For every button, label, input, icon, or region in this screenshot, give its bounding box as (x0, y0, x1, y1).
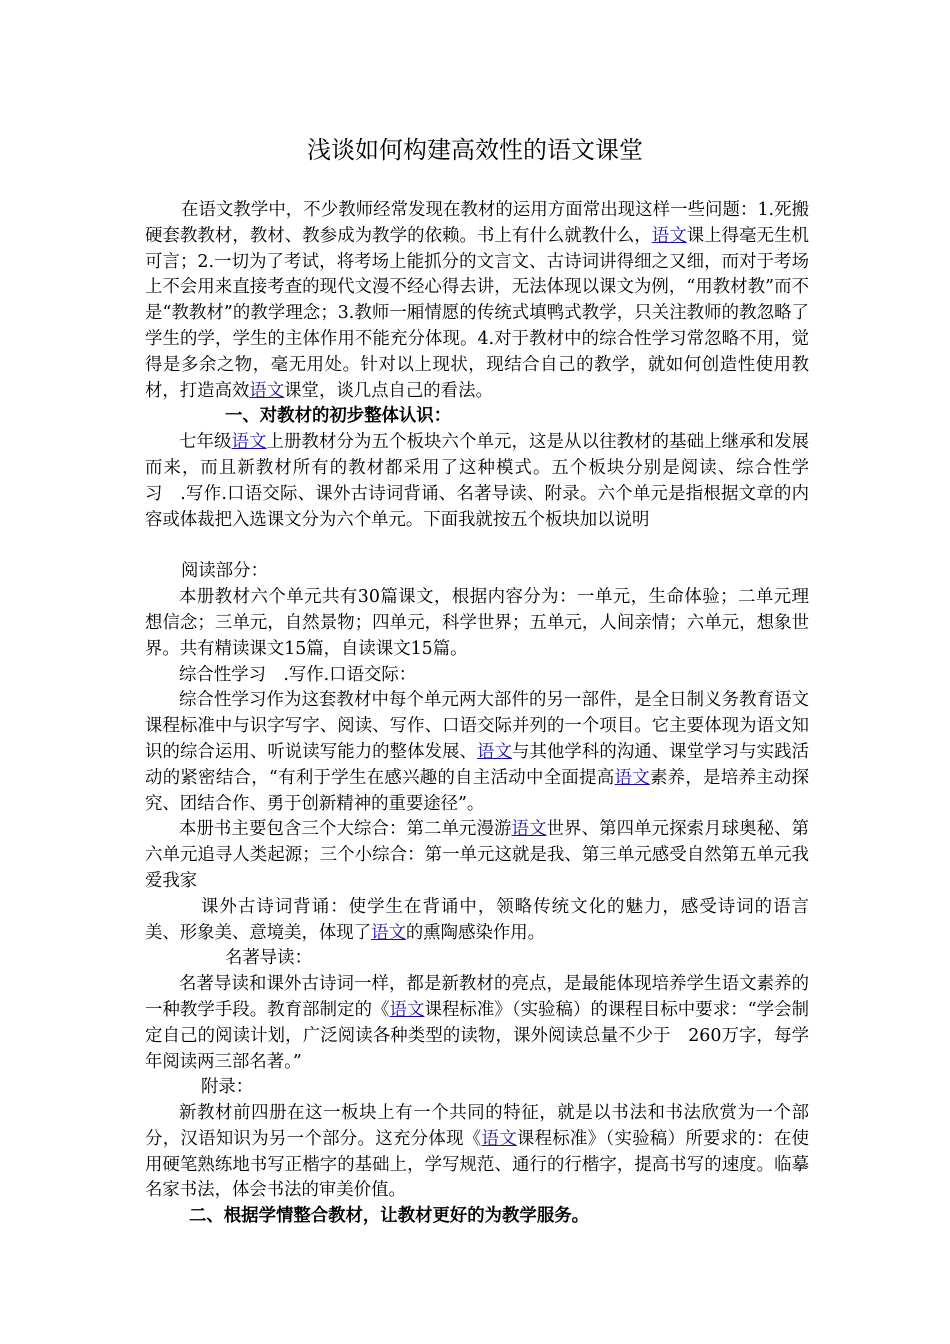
intro-text-1: 在语文教学中，不少教师经常发现在教材的运用方面常出现这样一些问题：1.死搬硬套教教材，教材、教参成为教学的依赖。书上有什么就教什么， (145, 200, 809, 246)
section-heading-2: 二、根据学情整合教材，让教材更好的为教学服务。 (189, 1206, 589, 1227)
intro-text-2: 课上得毫无生机可言；2.一切为了考试，将考场上能抓分的文言文、古诗词讲得细之又细，而对于考场上不会用来直接考查的现代文漫不经心得去讲，无法体现以课文为例，“用教材教”而不是“教教材”的教学理念；3.教师一厢情愿的传统式填鸭式教学，只关注教师的教忽略了学生的学，学生的主体作用不能充分体现。4.对于教材中的综合性学习常忽略不用，觉得是多余之物，毫无用处。针对以上现状，现结合自己的教学，就如何创造性使用教材，打造高效 (145, 225, 809, 401)
classics-text-2: 课程标准》（实验稿）的课程目标中要求：“学会制定自己的阅读计划，广泛阅读各种类型的读物，课外阅读总量不少于 260万字，每学年阅读两三部名著。” (145, 999, 809, 1072)
intro-text-3: 课堂，谈几点自己的看法。 (284, 380, 493, 401)
appendix-text-1: 新教材前四册在这一板块上有一个共同的特征，就是以书法和书法欣赏为一个部分，汉语知识为另一个部分。这充分体现《 (145, 1103, 809, 1149)
overview-text-1: 七年级 (179, 432, 232, 453)
yuwen-link[interactable]: 语文 (477, 741, 512, 762)
yuwen-link[interactable]: 语文 (481, 1128, 517, 1149)
appendix-text-2: 课程标准》（实验稿）所要求的：在使用硬笔熟练地书写正楷字的基础上，学写规范、通行的行楷字，提高书写的速度。临摹名家书法，体会书法的审美价值。 (145, 1128, 809, 1201)
reading-label: 阅读部分： (181, 561, 268, 582)
comp-text-3: 素养，是培养主动探究、团结合作、勇于创新精神的重要途径”。 (145, 767, 809, 814)
reading-paragraph: 本册教材六个单元共有30篇课文，根据内容分为：一单元，生命体验；二单元理想信念；三单元，自然景物；四单元，科学世界；五单元，人间亲情；六单元，想象世界。共有精读课文15篇，自读课文15篇。 (145, 587, 809, 659)
spacer (145, 533, 809, 559)
comp2-text-1: 本册书主要包含三个大综合：第二单元漫游 (179, 819, 512, 840)
yuwen-link[interactable]: 语文 (231, 432, 267, 453)
yuwen-link[interactable]: 语文 (389, 999, 425, 1020)
poetry-text-2: 的熏陶感染作用。 (405, 922, 546, 943)
comprehensive-paragraph-2 (145, 817, 809, 894)
yuwen-link[interactable]: 语文 (371, 922, 406, 943)
poetry-paragraph (145, 895, 809, 947)
comp-text-1: 综合性学习作为这套教材中每个单元两大部件的另一部件，是全日制义务教育语文课程标准中与识字写字、阅读、写作、口语交际并列的一个项目。它主要体现为语文知识的综合运用、听说读写能力的整体发展、 (145, 690, 809, 762)
appendix-label: 附录： (201, 1077, 254, 1098)
poetry-text-1: 课外古诗词背诵：使学生在背诵中，领略传统文化的魅力，感受诗词的语言美、形象美、意境美，体现了 (145, 896, 809, 943)
document-title: 浅谈如何构建高效性的语文课堂 (307, 136, 643, 164)
appendix-paragraph (145, 1101, 809, 1204)
comprehensive-paragraph (145, 688, 809, 817)
comprehensive-label: 综合性学习 .写作.口语交际： (179, 664, 417, 685)
section-heading-1: 一、对教材的初步整体认识： (225, 406, 452, 427)
intro-paragraph (145, 198, 809, 404)
yuwen-link[interactable]: 语文 (614, 767, 650, 788)
textbook-overview-paragraph (145, 430, 809, 533)
document-body (145, 198, 809, 1230)
overview-text-2: 上册教材分为五个板块六个单元，这是从以往教材的基础上继承和发展而来，而且新教材所有的教材都采用了这种模式。五个板块分别是阅读、综合性学习 .写作.口语交际、课外古诗词背诵、名著导读、附录。六个单元是指根据文章的内容或体裁把入选课文分为六个单元。下面我就按五个板块加以说明 (145, 432, 809, 530)
yuwen-link[interactable]: 语文 (651, 225, 687, 246)
comp2-text-2: 世界、第四单元探索月球奥秘、第六单元追寻人类起源；三个小综合：第一单元这就是我、第三单元感受自然第五单元我爱我家 (145, 819, 809, 891)
classics-label: 名著导读： (225, 948, 312, 969)
comp-text-2: 与其他学科的沟通、课堂学习与实践活动的紧密结合，“有利于学生在感兴趣的自主活动中全面提高 (145, 741, 809, 788)
classics-paragraph (145, 972, 809, 1075)
yuwen-link[interactable]: 语文 (249, 380, 285, 401)
classics-text-1: 名著导读和课外古诗词一样，都是新教材的亮点，是最能体现培养学生语文素养的一种教学手段。教育部制定的《 (145, 974, 809, 1020)
yuwen-link[interactable]: 语文 (511, 819, 547, 840)
